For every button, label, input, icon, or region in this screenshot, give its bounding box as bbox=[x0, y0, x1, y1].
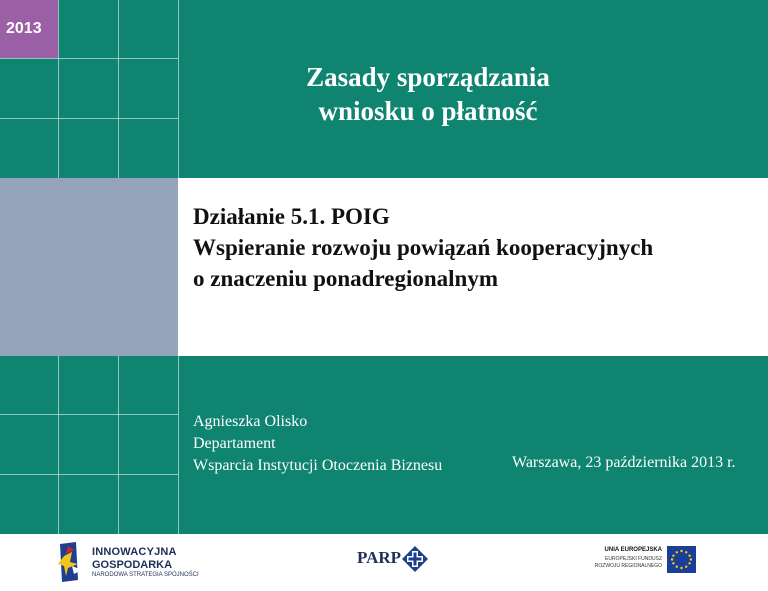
year-label: 2013 bbox=[6, 20, 42, 37]
innowacyjna-gospodarka-icon bbox=[58, 540, 88, 584]
eu-logo-line: ROZWOJU REGIONALNEGO bbox=[594, 563, 662, 569]
grid-line bbox=[0, 474, 178, 475]
eu-logo-line: EUROPEJSKI FUNDUSZ bbox=[605, 556, 662, 562]
place-date: Warszawa, 23 października 2013 r. bbox=[512, 454, 736, 471]
subtitle-line: Działanie 5.1. POIG bbox=[193, 204, 390, 229]
side-block bbox=[0, 178, 178, 356]
grid-line bbox=[58, 0, 59, 178]
eu-logo-subtext bbox=[582, 556, 662, 570]
grid-line bbox=[0, 414, 178, 415]
author-block bbox=[193, 411, 513, 477]
presentation-subtitle bbox=[193, 201, 763, 294]
parp-icon bbox=[402, 546, 428, 572]
subtitle-line: Wspieranie rozwoju powiązań kooperacyjnych bbox=[193, 235, 654, 260]
presentation-title bbox=[178, 60, 678, 128]
title-line: wniosku o płatność bbox=[318, 96, 538, 126]
logo-text: NARODOWA STRATEGIA SPÓJNOŚCI bbox=[92, 572, 199, 578]
department-line: Wsparcia Instytucji Otoczenia Biznesu bbox=[193, 457, 443, 474]
subtitle-line: o znaczeniu ponadregionalnym bbox=[193, 266, 498, 291]
department-line: Departament bbox=[193, 435, 276, 452]
grid-line bbox=[0, 58, 178, 59]
author-name: Agnieszka Olisko bbox=[193, 413, 308, 430]
grid-line bbox=[178, 356, 179, 534]
grid-line bbox=[58, 356, 59, 534]
grid-line bbox=[118, 0, 119, 178]
eu-flag-icon bbox=[667, 546, 696, 573]
parp-logo-text: PARP bbox=[357, 548, 402, 567]
grid-line bbox=[118, 356, 119, 534]
grid-line bbox=[0, 118, 178, 119]
logo-text: INNOWACYJNA bbox=[92, 546, 177, 558]
eu-logo-text: UNIA EUROPEJSKA bbox=[604, 547, 662, 553]
logo-text: GOSPODARKA bbox=[92, 559, 173, 571]
title-line: Zasady sporządzania bbox=[306, 62, 550, 92]
